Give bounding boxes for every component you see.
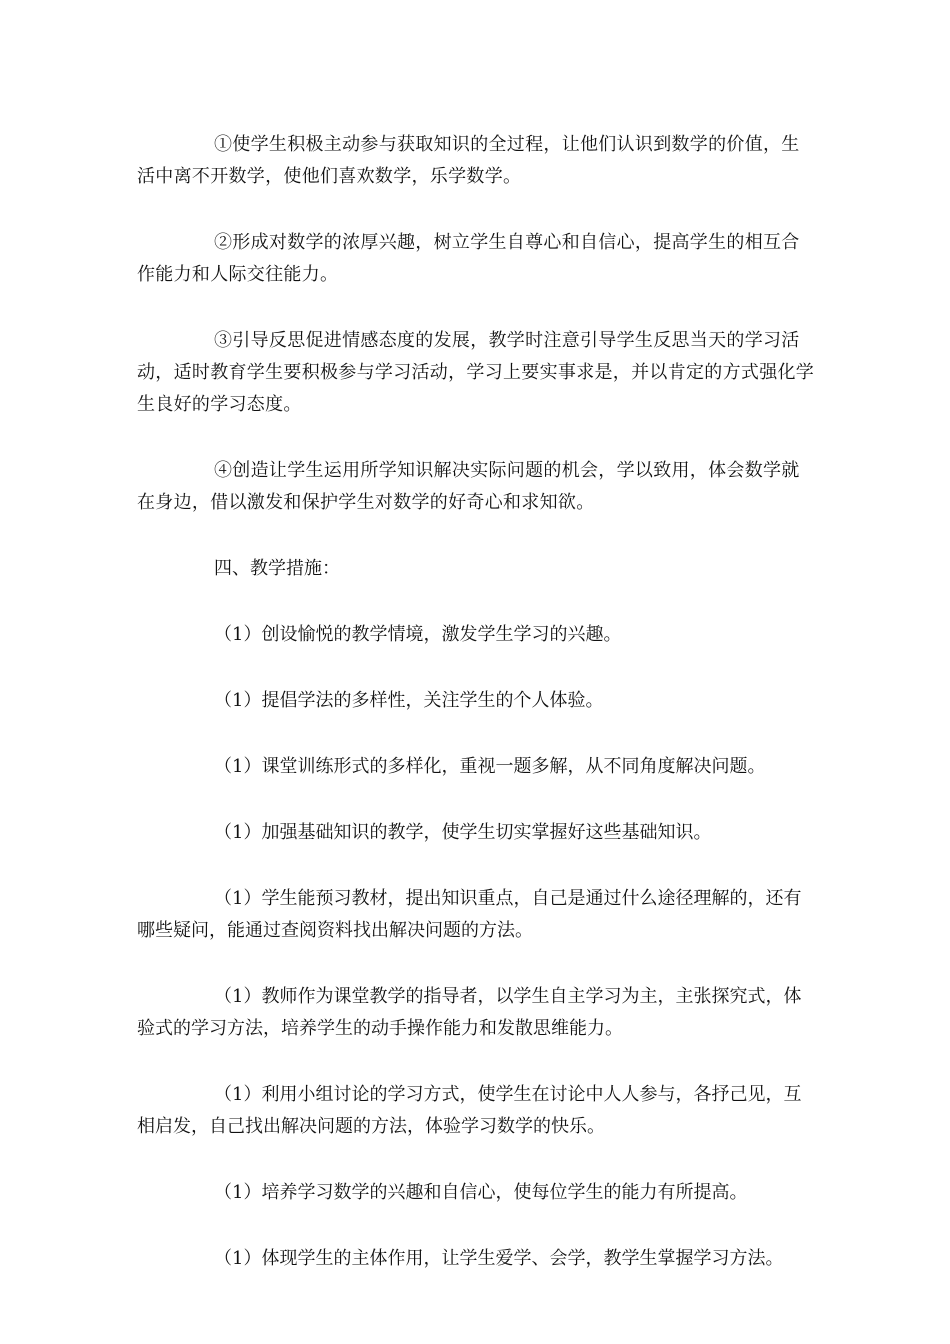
measure-item-6: （1）教师作为课堂教学的指导者，以学生自主学习为主，主张探究式，体验式的学习方法，培养学生的动手操作能力和发散思维能力。: [137, 986, 802, 1039]
measure-item-9: （1）体现学生的主体作用，让学生爱学、会学，教学生掌握学习方法。: [214, 1248, 784, 1269]
measure-item-1: （1）创设愉悦的教学情境，激发学生学习的兴趣。: [214, 624, 622, 645]
goal-paragraph-4: ④创造让学生运用所学知识解决实际问题的机会，学以致用，体会数学就在身边，借以激发和保护学生对数学的好奇心和求知欲。: [137, 460, 800, 513]
goal-paragraph-2: ②形成对数学的浓厚兴趣，树立学生自尊心和自信心，提高学生的相互合作能力和人际交往能力。: [137, 232, 800, 285]
measure-item-8: （1）培养学习数学的兴趣和自信心，使每位学生的能力有所提高。: [214, 1182, 748, 1203]
document-body: [137, 129, 817, 1309]
measure-item-7: （1）利用小组讨论的学习方式，使学生在讨论中人人参与，各抒己见，互相启发，自己找出解决问题的方法，体验学习数学的快乐。: [137, 1084, 802, 1137]
measure-item-5: （1）学生能预习教材，提出知识重点，自己是通过什么途径理解的，还有哪些疑问，能通过查阅资料找出解决问题的方法。: [137, 888, 802, 941]
measure-item-2: （1）提倡学法的多样性，关注学生的个人体验。: [214, 690, 604, 711]
goal-paragraph-1: ①使学生积极主动参与获取知识的全过程，让他们认识到数学的价值，生活中离不开数学，使他们喜欢数学，乐学数学。: [137, 134, 800, 187]
measure-item-3: （1）课堂训练形式的多样化，重视一题多解，从不同角度解决问题。: [214, 756, 766, 777]
measure-item-4: （1）加强基础知识的教学，使学生切实掌握好这些基础知识。: [214, 822, 712, 843]
goal-paragraph-3: ③引导反思促进情感态度的发展，教学时注意引导学生反思当天的学习活动，适时教育学生要积极参与学习活动，学习上要实事求是，并以肯定的方式强化学生良好的学习态度。: [137, 330, 815, 415]
section-heading: 四、教学措施：: [214, 558, 340, 579]
